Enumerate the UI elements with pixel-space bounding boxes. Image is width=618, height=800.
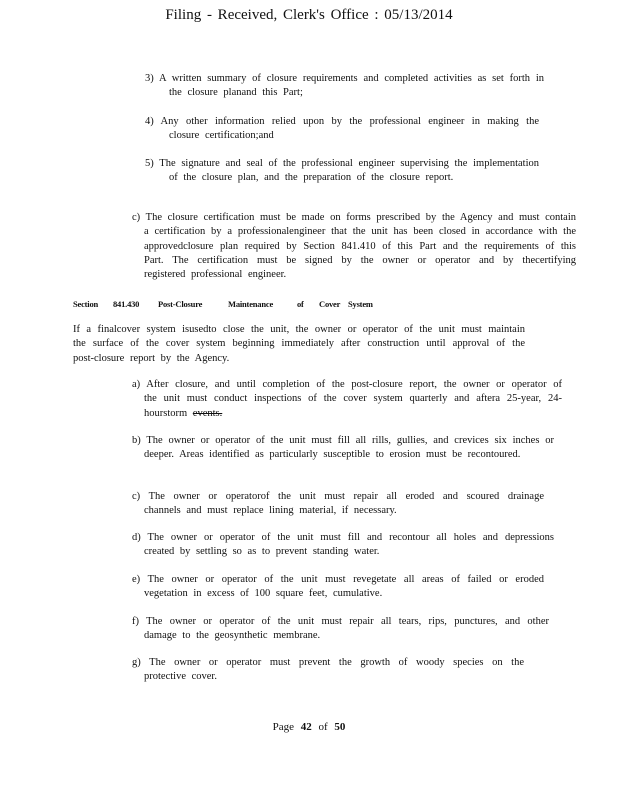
item-text: The signature and seal of the professional engineer supervising the implementation of the closure plan, and the preparation of the closure report. <box>159 158 540 184</box>
section-title-part: Post-Closure <box>158 299 203 309</box>
item-text: Any other information relied upon by the professional engineer in making the closure certification;and <box>160 116 540 142</box>
item-label: b) <box>132 435 141 446</box>
item-text: After closure, and until completion of the post-closure report, the owner or operator of the unit must conduct inspections of the cover system quarterly and aftera 25-year, 24-hourstorm <box>144 379 563 419</box>
item-text: The owner or operator of the unit must revegetate all areas of failed or eroded vegetation in excess of 100 square feet, cumulative. <box>144 574 545 600</box>
item-label: 4) <box>145 116 154 127</box>
list-item-g <box>108 656 524 685</box>
list-item-d <box>108 531 554 560</box>
item-label: 5) <box>145 158 154 169</box>
intro-paragraph: If a finalcover system isusedto close the unit, the owner or operator of the unit must maintain the surface of the cover system beginning immediately after construction until approval of the post-closure report by the Agency. <box>73 324 525 364</box>
filing-header: Filing - Received, Clerk's Office : 05/13/2014 <box>165 7 453 23</box>
item-label: d) <box>132 532 141 543</box>
list-item-e <box>108 573 544 602</box>
list-item-f <box>108 615 549 644</box>
item-text: The owner or operator must prevent the growth of woody species on the protective cover. <box>144 657 525 683</box>
item-label: e) <box>132 574 141 585</box>
item-text: The closure certification must be made on forms prescribed by the Agency and must contain a certification by a professionalengineer that the unit has been closed in accordance with the approvedclosure plan required by Section 841.410 of this Part and the requirements of this Part. The certification must be signed by the owner or operator and by thecertifying registered professional engineer. <box>144 212 576 281</box>
item-text: The owner or operator of the unit must repair all tears, rips, punctures, and other damage to the geosynthetic membrane. <box>144 616 549 642</box>
list-item-b <box>108 434 554 463</box>
page-footer <box>0 720 618 734</box>
section-number: 841.430 <box>113 299 140 309</box>
item-label: f) <box>132 616 139 627</box>
section-title-part: System <box>348 299 373 309</box>
list-item-a <box>108 378 562 421</box>
list-item-5 <box>145 157 539 186</box>
page-word: Page <box>272 721 294 733</box>
list-item-c-drainage <box>108 490 544 519</box>
item-text: A written summary of closure requirements and completed activities as set forth in the closure planand this Part; <box>158 73 544 99</box>
of-word: of <box>318 721 328 733</box>
item-text: The owner or operatorof the unit must repair all eroded and scoured drainage channels and must replace lining material, if necessary. <box>144 491 545 517</box>
section-title-part: of <box>297 299 304 309</box>
section-title-part: Maintenance <box>228 299 274 309</box>
section-word: Section <box>73 299 99 309</box>
item-text: The owner or operator of the unit must fill and recontour all holes and depressions created by settling so as to prevent standing water. <box>144 532 555 558</box>
page-number: 42 <box>300 721 312 733</box>
item-label: 3) <box>145 73 154 84</box>
item-label: c) <box>132 212 141 223</box>
item-text: The owner or operator of the unit must fill all rills, gullies, and crevices six inches or deeper. Areas identified as particularly susceptible to erosion must be recontoured. <box>144 435 554 461</box>
section-title-part: Cover <box>319 299 341 309</box>
list-item-c-certification <box>108 211 576 282</box>
item-label: a) <box>132 379 141 390</box>
list-item-3 <box>145 72 544 101</box>
list-item-4 <box>145 115 539 144</box>
total-pages: 50 <box>334 721 346 733</box>
struck-text: events. <box>192 407 223 419</box>
item-label: c) <box>132 491 141 502</box>
item-label: g) <box>132 657 141 668</box>
